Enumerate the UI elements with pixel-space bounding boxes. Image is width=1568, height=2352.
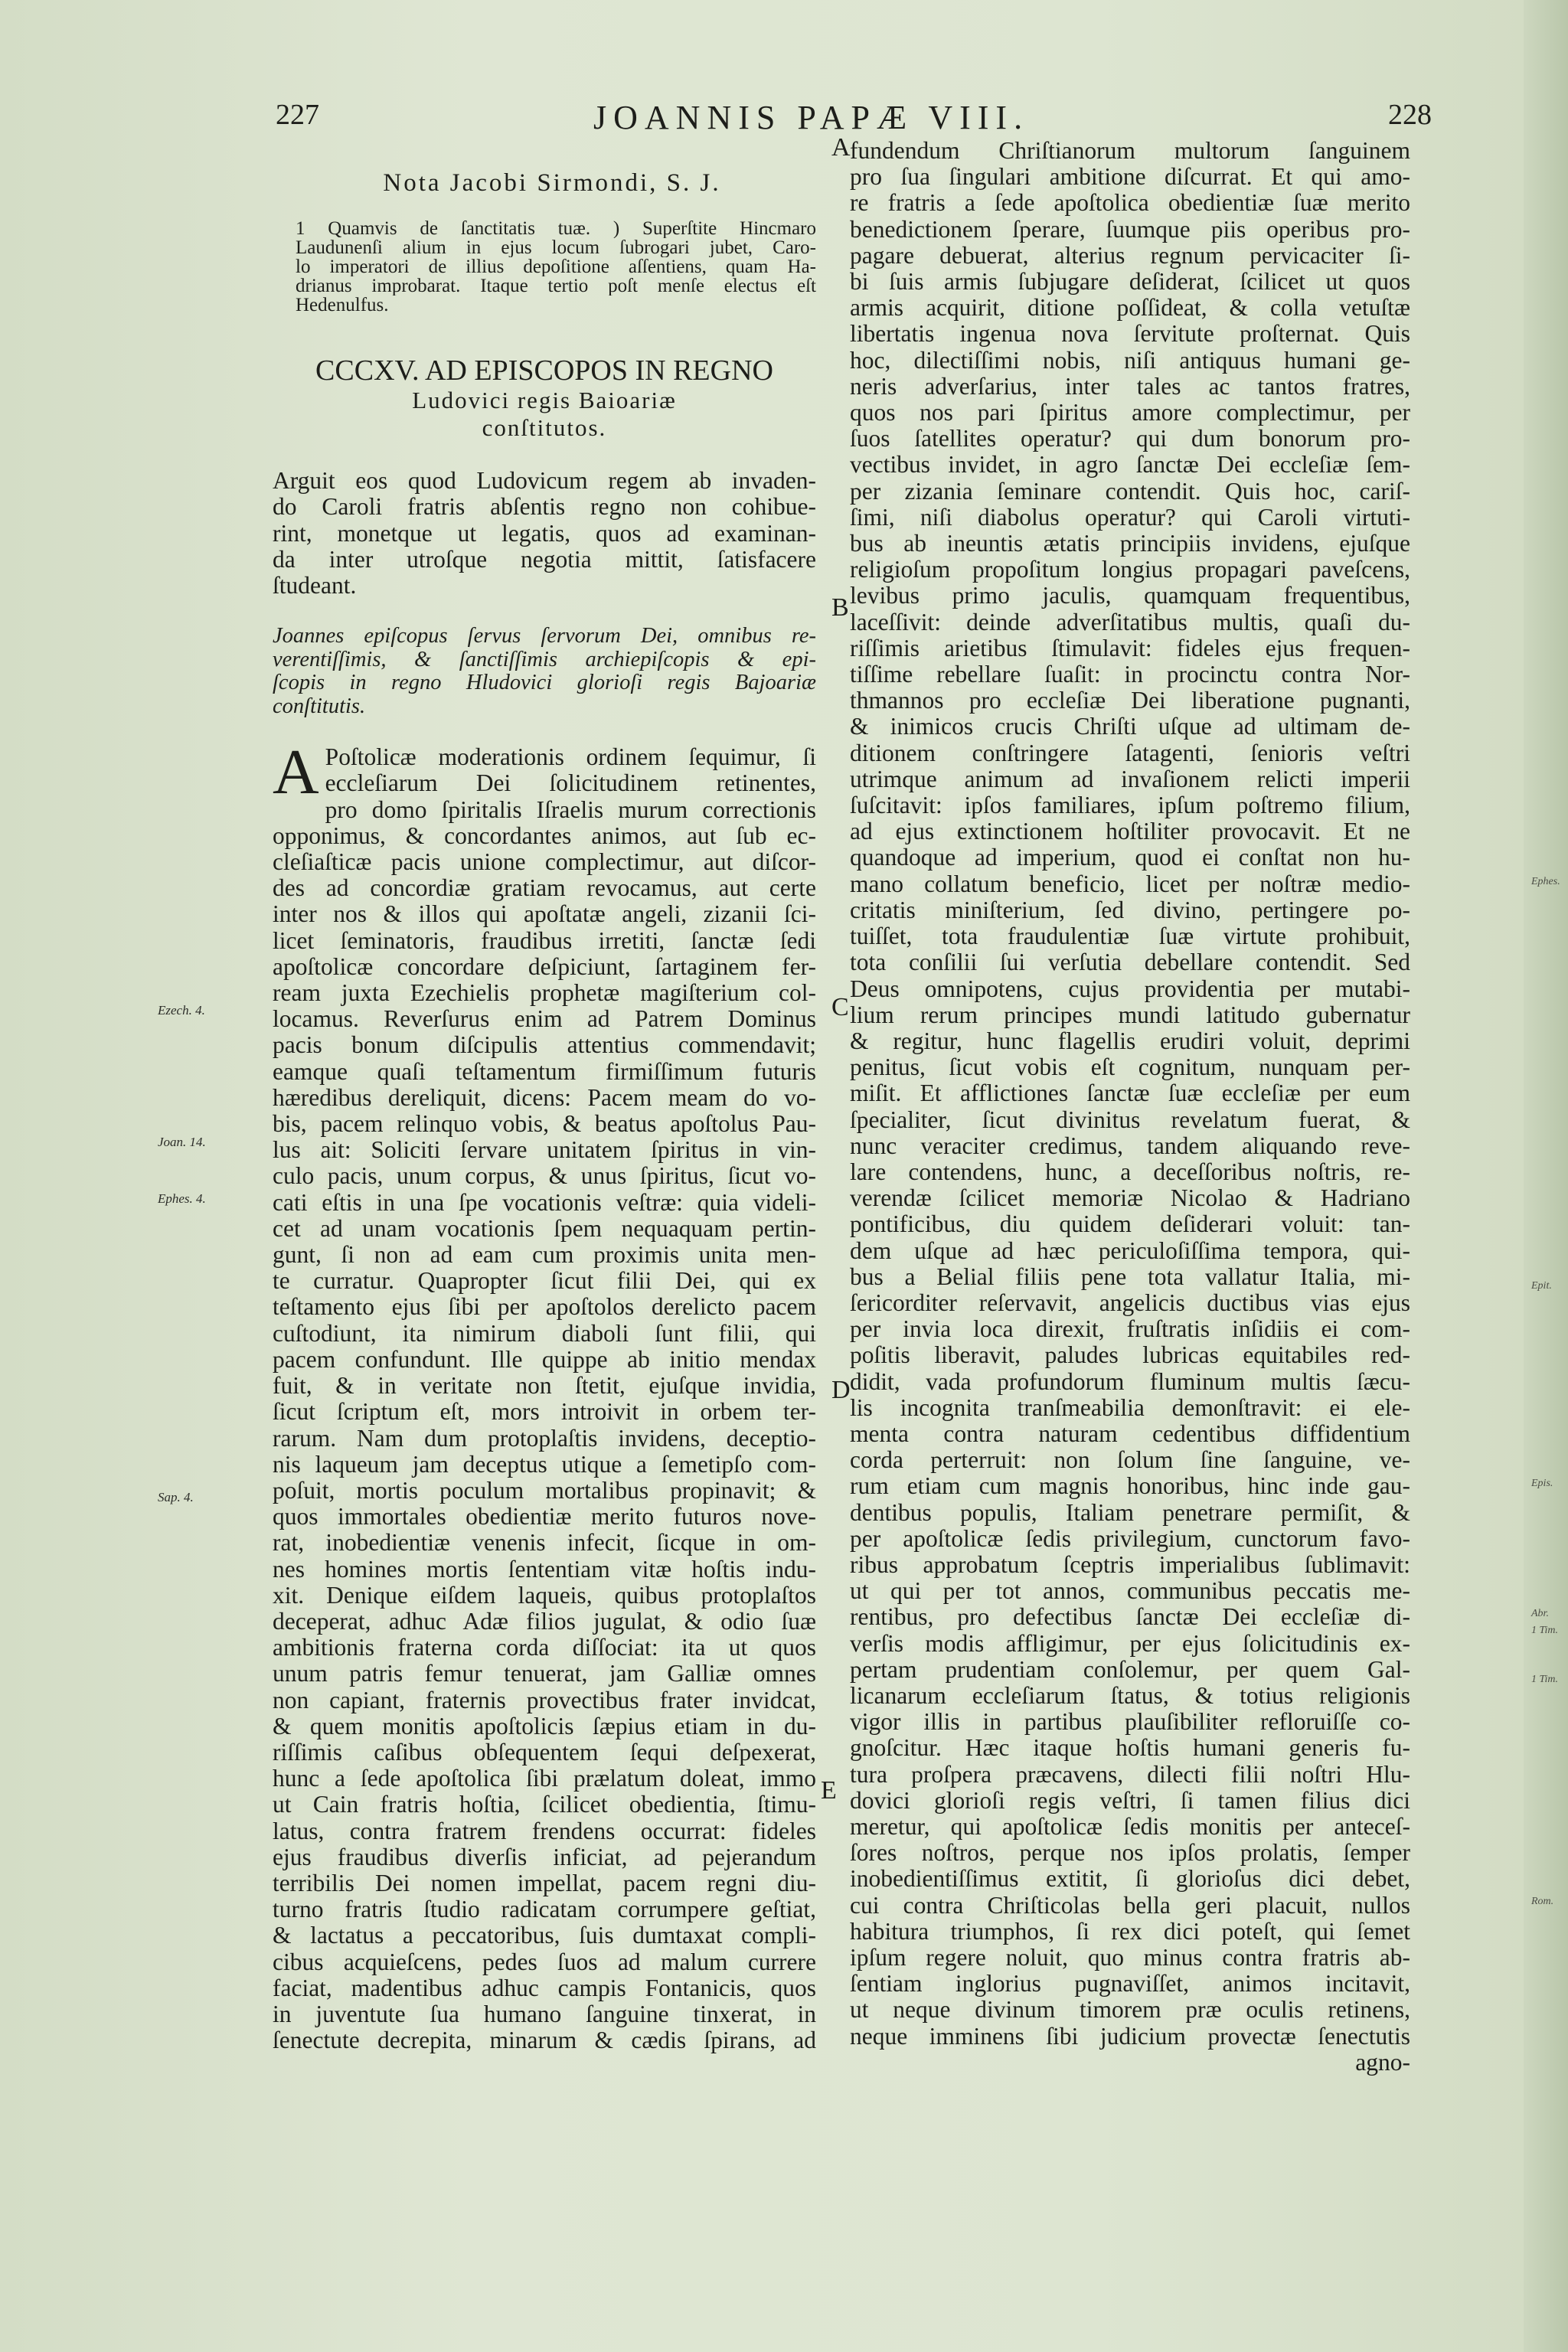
body-line: neris adverſarius, inter tales ac tantos fratres, (850, 373, 1410, 400)
note-line: Laudunenſi alium in ejus locum ſubrogari jubet, Caro- (296, 238, 816, 258)
body-line: fundendum Chriſtianorum multorum ſanguinem (850, 138, 1410, 164)
body-line: lare contendens, hunc, a deceſſoribus noſtris, re- (850, 1158, 1410, 1185)
body-line: per apoſtolicæ ſedis privilegium, cunctorum favo- (850, 1525, 1410, 1552)
body-line: te curratur. Quapropter ſicut filii Dei, qui ex (273, 1268, 816, 1295)
body-line: utrimque animum ad invaſionem relicti imperii (850, 766, 1410, 792)
body-line: bus ab ineuntis ætatis principiis invidens, ejuſque (850, 531, 1410, 557)
body-line: apoſtolicæ concordare deſpiciunt, ſartaginem fer- (273, 953, 816, 980)
body-line: hæredibus dereliquit, dicens: Pacem meam do vo- (273, 1084, 816, 1111)
body-line: mano collatum beneficio, licet per noſtræ medio- (850, 871, 1410, 897)
body-line: pontificibus, diu quidem deſiderari voluit: tan- (850, 1211, 1410, 1238)
body-line: hunc a ſede apoſtolica ſibi prælatum doleat, immo (273, 1766, 816, 1792)
body-line: tuiſſet, tota fraudulentiæ ſuæ virtute prohibuit, (850, 923, 1410, 950)
body-line: ſpecialiter, ſicut divinitus revelatum fuerat, & (850, 1106, 1410, 1133)
argumentum-line: da inter utroſque negotia mittit, ſatisfacere (273, 546, 816, 573)
right-column (850, 138, 1410, 2076)
body-line: ut qui per tot annos, communibus peccatis me- (850, 1578, 1410, 1605)
body-line: & inimicos crucis Chriſti uſque ad ultimam de- (850, 714, 1410, 740)
body-line: thmannos pro eccleſiæ Dei liberatione pugnanti, (850, 688, 1410, 714)
argumentum (273, 468, 816, 599)
body-line: ambitionis fraterna corda diſſociat: ita ut quos (273, 1635, 816, 1661)
note-line: lo imperatori de illius depoſitione aſſentiens, quam Ha- (296, 257, 816, 277)
margin-ref-ezech: Ezech. 4. (158, 1003, 205, 1018)
body-line: teſtamento ejus ſibi per apoſtolos derelicto pacem (273, 1294, 816, 1321)
body-line: bus a Belial filiis pene tota vallatur Italia, mi- (850, 1263, 1410, 1290)
body-line: tura proſpera præcavens, dilecti filii noſtri Hlu- (850, 1761, 1410, 1788)
salutation (273, 625, 816, 718)
salutation-line: conſtitutis. (273, 694, 366, 718)
section-letter-b: B (831, 593, 849, 622)
body-line: des ad concordiæ gratiam revocamus, aut certe (273, 875, 816, 902)
body-line: non capiant, fraternis provectibus frater invidcat, (273, 1687, 816, 1713)
body-line: verendæ ſcilicet memoriæ Nicolao & Hadriano (850, 1185, 1410, 1212)
body-line: dem uſque ad hæc periculoſiſſima tempora, qui- (850, 1237, 1410, 1264)
body-line: opponimus, & concordantes animos, aut ſub ec- (273, 822, 816, 849)
body-line: ribus approbatum ſceptris imperialibus ſublimavit: (850, 1551, 1410, 1578)
editor-note (273, 219, 816, 315)
body-line: ſicut ſcriptum eſt, mors introivit in orbem ter- (273, 1399, 816, 1426)
body-line: bis, pacem relinquo vobis, & beatus apoſtolus Pau- (273, 1111, 816, 1138)
argumentum-line: Arguit eos quod Ludovicum regem ab invaden- (273, 468, 816, 495)
body-line: pacem confundunt. Ille quippe ab initio mendax (273, 1346, 816, 1373)
body-line: fuit, & in veritate non ſtetit, ejuſque invidia, (273, 1373, 816, 1400)
note-line: drianus improbarat. Itaque tertio poſt menſe electus eſt (296, 276, 816, 296)
edge-note-4: Abr. (1531, 1608, 1549, 1619)
body-line: corda perterruit: non ſolum ſine ſanguine, ve- (850, 1447, 1410, 1474)
body-line: riſſimis caſibus obſequentem ſequi deſpexerat, (273, 1739, 816, 1766)
body-line: quos nos pari ſpiritus amore complectimur, per (850, 400, 1410, 426)
body-line: ſuos ſatellites operatur? qui dum bonorum pro- (850, 426, 1410, 452)
body-line: didit, vada profundorum fluminum multis ſæcu- (850, 1368, 1410, 1395)
body-line: Deus omnipotens, cujus providentia per mutabi- (850, 975, 1410, 1002)
body-line: inobedientiſſimus extitit, ſi glorioſus dici debet, (850, 1866, 1410, 1893)
body-line: inter nos & illos qui apoſtatæ angeli, zizanii ſci- (273, 901, 816, 928)
body-line: eccleſiarum Dei ſolicitudinem retinentes, (325, 770, 816, 797)
body-line: armis acquirit, ditione poſſideat, & colla vetuſtæ (850, 295, 1410, 322)
body-line: riſſimis arietibus ſtimulavit: fideles ejus frequen- (850, 635, 1410, 662)
body-line: laceſſivit: deinde adverſitatibus multis, quaſi du- (850, 609, 1410, 635)
section-letter-e: E (821, 1776, 837, 1805)
body-line: & lactatus a peccatoribus, ſuis dumtaxat compli- (273, 1922, 816, 1949)
body-line: turno fratris ſtudio radicatam corrumpere geſtiat, (273, 1896, 816, 1923)
argumentum-line: rint, monetque ut legatis, quos ad examinan- (273, 520, 816, 547)
body-line: pro domo ſpiritalis Iſraelis murum correctionis (325, 796, 816, 823)
body-line: per zizania ſeminare contendit. Quis hoc, cariſ- (850, 478, 1410, 505)
body-line: tota conſilii ſui verſutia debellare contendit. Sed (850, 949, 1410, 976)
body-line: ſores noſtros, perque nos ipſos prolatis, ſemper (850, 1840, 1410, 1867)
body-line: neque imminens ſibi judicium provectæ ſenectutis (850, 2023, 1410, 2050)
body-line: quandoque ad imperium, quod ei conſtat non hu- (850, 844, 1410, 871)
page-number-left: 227 (276, 99, 319, 131)
body-line: levibus primo jaculis, quamquam frequentibus, (850, 583, 1410, 609)
margin-ref-sap: Sap. 4. (158, 1490, 194, 1504)
body-line: & regitur, hunc flagellis erudiri voluit, deprimi (850, 1027, 1410, 1054)
section-letter-d: D (831, 1376, 851, 1404)
body-line: dovici glorioſi regis veſtri, ſi tamen filius dici (850, 1787, 1410, 1814)
margin-ref-ephes: Ephes. 4. (158, 1191, 206, 1206)
body-line: religioſum propoſitum longius propagari paveſcens, (850, 557, 1410, 583)
body-line: habitura triumphos, ſi rex dici poteſt, qui ſemet (850, 1918, 1410, 1945)
body-line: ſimi, niſi diabolus operatur? qui Caroli virtuti- (850, 504, 1410, 531)
body-line: penitus, ſicut vobis eſt cognitum, nunquam per- (850, 1054, 1410, 1081)
body-line: cibus acquieſcens, pedes ſuos ad malum currere (273, 1949, 816, 1975)
edge-note-2: Epit. (1531, 1280, 1552, 1292)
body-line: quos immortales obedientiæ merito futuros nove- (273, 1504, 816, 1530)
body-line: rarum. Nam dum protoplaſtis invidens, deceptio- (273, 1425, 816, 1452)
edge-note-3: Epis. (1531, 1478, 1553, 1489)
body-line: miſit. Et afflictiones ſanctæ ſuæ eccleſiæ per eum (850, 1080, 1410, 1107)
drop-cap: A (273, 737, 319, 808)
body-line: gnoſcitur. Hæc itaque hoſtis humani generis fu- (850, 1735, 1410, 1762)
body-line: vigor illis in partibus plauſibiliter refloruiſſe co- (850, 1709, 1410, 1736)
body-line: cati eſtis in una ſpe vocationis veſtræ: quia videli- (273, 1189, 816, 1216)
body-line: tiſſime rebellare ſuaſit: in procinctu contra Nor- (850, 662, 1410, 688)
section-letter-a: A (831, 133, 851, 162)
body-line: ditionem conſtringere ſatagenti, ſenioris veſtri (850, 740, 1410, 766)
letter-heading-line3: conſtitutos. (482, 414, 607, 442)
body-line: latus, contra fratrem frendens occurrat: fideles (273, 1818, 816, 1844)
running-title: JOANNIS PAPÆ VIII. (593, 99, 1030, 136)
body-line: critatis miniſterium, ſed divino, pertingere po- (850, 897, 1410, 923)
edge-note-1: Ephes. (1531, 876, 1560, 887)
body-line: gunt, ſi non ad eam cum proximis unita men- (273, 1242, 816, 1269)
body-line: meretur, qui apoſtolicæ ſedis monitis per anteceſ- (850, 1814, 1410, 1840)
margin-ref-joan: Joan. 14. (158, 1135, 206, 1149)
page-number-right: 228 (1388, 99, 1432, 131)
body-line: ſenectute decrepita, minarum & cædis ſpirans, ad (273, 2027, 816, 2054)
body-line: unum patris femur tenuerat, jam Galliæ omnes (273, 1661, 816, 1687)
letter-body-left (273, 737, 816, 2054)
body-line: pacis bonum diſcipulis attentius commendavit; (273, 1032, 816, 1059)
body-line: dentibus populis, Italiam penetrare permiſit, & (850, 1499, 1410, 1526)
body-line: verſis modis affligimur, per ejus ſolicitudinis ex- (850, 1630, 1410, 1657)
body-line: xit. Denique eiſdem laqueis, quibus protoplaſtos (273, 1582, 816, 1609)
body-line: faciat, madentibus adhuc campis Fontanicis, quos (273, 1975, 816, 2001)
note-line: 1 Quamvis de ſanctitatis tuæ. ) Superſtite Hincmaro (296, 219, 816, 239)
body-line: ut neque divinum timorem præ oculis retinens, (850, 1997, 1410, 2024)
body-line: pro ſua ſingulari ambitione diſcurrat. Et qui amo- (850, 164, 1410, 191)
body-line: licet ſeminatoris, fraudibus irretiti, ſanctæ ſedi (273, 927, 816, 954)
body-line: lis incognita tranſmeabilia demonſtravit: ei ele- (850, 1394, 1410, 1421)
body-line: menta contra naturam cedentibus diffidentium (850, 1420, 1410, 1447)
body-line: culo pacis, unum corpus, & unus ſpiritus, ſicut vo- (273, 1163, 816, 1190)
body-line: lus ait: Soliciti ſervare unitatem ſpiritus in vin- (273, 1137, 816, 1164)
salutation-line: verentiſſimis, & ſanctiſſimis archiepiſcopis & epi- (273, 648, 816, 671)
body-line: nunc veraciter credimus, tandem aliquando reve- (850, 1132, 1410, 1159)
body-line: eamque quaſi teſtamentum firmiſſimum futuris (273, 1058, 816, 1085)
catchword: agno- (1355, 2049, 1410, 2076)
body-line: re fratris a ſede apoſtolica obedientiæ ſuæ merito (850, 190, 1410, 217)
edge-note-7: Rom. (1531, 1896, 1554, 1907)
body-line: Poſtolicæ moderationis ordinem ſequimur, ſi (325, 744, 816, 771)
body-line: rentibus, pro defectibus ſanctæ Dei eccleſiæ di- (850, 1604, 1410, 1631)
body-line: ipſum regere noluit, quo minus contra fratris ab- (850, 1945, 1410, 1971)
body-line: nis laqueum jam deceptus utique a ſemetipſo com- (273, 1451, 816, 1478)
left-column (273, 170, 816, 2053)
body-line: poſuit, mortis poculum mortalibus propinavit; & (273, 1477, 816, 1504)
salutation-line: ſcopis in regno Hludovici glorioſi regis Bajoariæ (273, 671, 816, 695)
note-line: Hedenulfus. (296, 296, 389, 315)
body-line: ut Cain fratris hoſtia, ſcilicet obedientia, ſtimu- (273, 1792, 816, 1818)
body-line: per invia loca direxit, fruſtratis inſidiis ei com- (850, 1316, 1410, 1343)
page-header (276, 98, 1432, 144)
body-line: vectibus invidet, in agro ſanctæ Dei eccleſiæ ſem- (850, 452, 1410, 479)
body-line: benedictionem ſperare, ſuumque piis operibus pro- (850, 216, 1410, 243)
body-line: terribilis Dei nomen impellat, pacem regni diu- (273, 1870, 816, 1896)
body-line: pagare debuerat, alterius regnum pervicaciter ſi- (850, 242, 1410, 269)
body-line: locamus. Reverſurus enim ad Patrem Dominus (273, 1006, 816, 1033)
body-line: rat, inobedientiæ venenis infecit, ſicque in om- (273, 1530, 816, 1557)
body-line: poſitis liberavit, paludes lubricas equitabiles red- (850, 1342, 1410, 1369)
body-line: in juventute ſua humano ſanguine tinxerat, in (273, 2001, 816, 2027)
body-line: licanarum eccleſiarum ſtatus, & totius religionis (850, 1682, 1410, 1709)
body-line: deceperat, adhuc Adæ filios jugulat, & odio ſuæ (273, 1608, 816, 1635)
body-line: cuſtodiunt, ita nimirum diaboli ſunt filii, qui (273, 1320, 816, 1347)
body-line: cui contra Chriſticolas bella geri placuit, nullos (850, 1892, 1410, 1919)
book-edge (1524, 0, 1568, 2352)
edge-note-5: 1 Tim. (1531, 1625, 1559, 1636)
letter-heading: CCCXV. AD EPISCOPOS IN REGNO (315, 354, 773, 387)
body-line: ream juxta Ezechielis prophetæ magiſterium col- (273, 980, 816, 1007)
argumentum-line: do Caroli fratris abſentis regno non cohibue- (273, 494, 816, 521)
body-line: ſuſcitavit: ipſos familiares, ipſum poſtremo filium, (850, 792, 1410, 819)
argumentum-line: ſtudeant. (273, 573, 357, 599)
body-line: ſericorditer reſervavit, angelicis ductibus vias ejus (850, 1289, 1410, 1316)
salutation-line: Joannes epiſcopus ſervus ſervorum Dei, omnibus re- (273, 625, 816, 648)
nota-title: Nota Jacobi Sirmondi, S. J. (383, 169, 721, 197)
body-line: ſentiam inglorius pugnaviſſet, animos incitavit, (850, 1971, 1410, 1998)
body-line: rum etiam cum magnis honoribus, hinc inde gau- (850, 1473, 1410, 1500)
body-line: nes homines mortis ſententiam vitæ hoſtis indu- (273, 1556, 816, 1583)
letter-heading-line2: Ludovici regis Baioariæ (412, 387, 677, 414)
body-line: & quem monitis apoſtolicis ſæpius etiam in du- (273, 1713, 816, 1740)
edge-note-6: 1 Tim. (1531, 1674, 1559, 1685)
body-line: pertam prudentiam conſolemur, per quem Gal- (850, 1656, 1410, 1683)
body-line: ejus fraudibus diverſis inficiat, ad pejerandum (273, 1844, 816, 1870)
body-line: bi ſuis armis ſubjugare deſiderat, ſcilicet ut quos (850, 269, 1410, 296)
body-line: cleſiaſticæ pacis unione complectimur, aut diſcor- (273, 849, 816, 876)
body-line: hoc, dilectiſſimi nobis, niſi antiquus humani ge- (850, 347, 1410, 374)
section-letter-c: C (831, 993, 849, 1021)
body-line: ad ejus extinctionem hoſtiliter provocavit. Et ne (850, 818, 1410, 845)
body-line: libertatis ingenua nova ſervitute proſternat. Quis (850, 321, 1410, 348)
body-line: cet ad unam vocationis ſpem nequaquam pertin- (273, 1215, 816, 1242)
body-line: lium rerum principes mundi latitudo gubernatur (850, 1001, 1410, 1028)
